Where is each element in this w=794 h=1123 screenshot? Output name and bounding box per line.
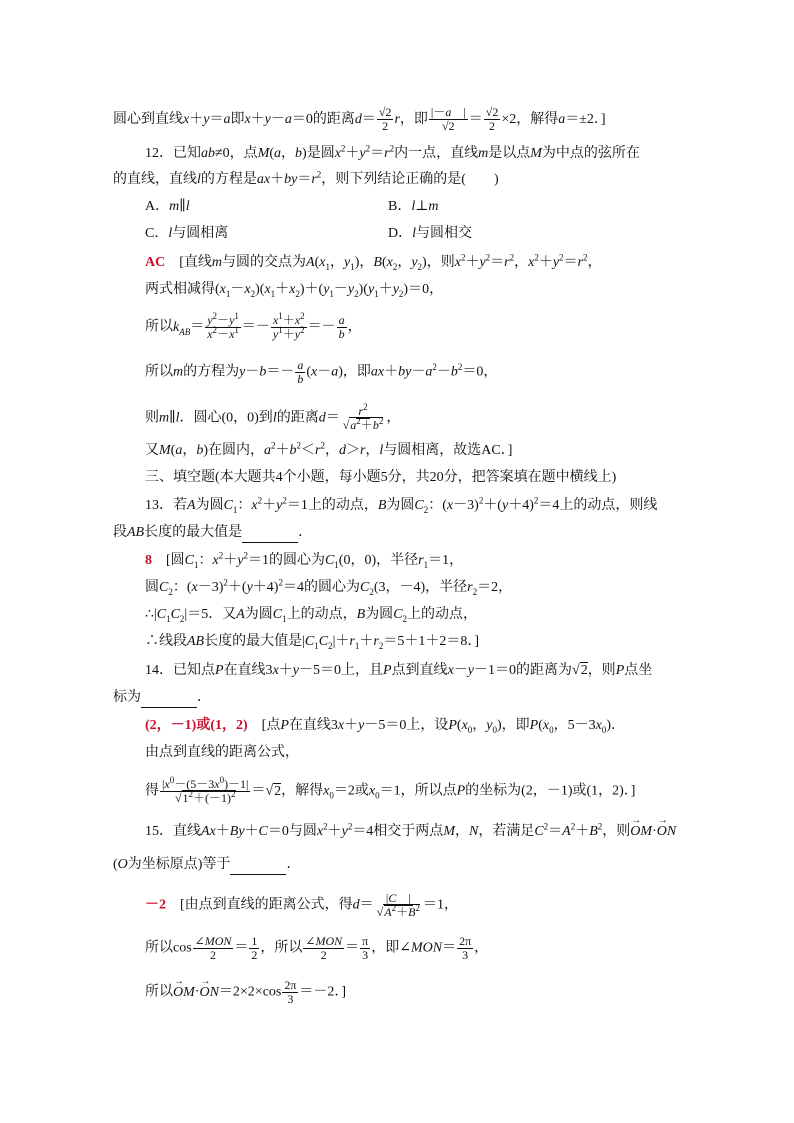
fraction: $\frac{|C |}{√A^2+B^2}$ xyxy=(376,891,420,919)
answer-blank xyxy=(141,693,197,708)
fraction: $\frac{\pi}{3}$ xyxy=(362,934,369,962)
option-c: C．l与圆相离 xyxy=(145,226,229,241)
answer-14: (2，－1)或(1，2) xyxy=(145,718,248,733)
answer-15: －2 xyxy=(145,897,166,913)
fraction: $\frac{y^2-y^1}{x^2-x^1}$ xyxy=(207,311,239,341)
question-12-line-2: 的直线，直线l的方程是$ax+by=r^2$，则下列结论正确的是( ) xyxy=(113,169,499,187)
fraction: $\frac{1}{2}$ xyxy=(251,934,258,962)
fraction: $\frac{|x^0-(5-3x^0)-1|}{√1^2+(-1)^2}$ xyxy=(162,775,249,805)
solution-12-line-2: 两式相减得$(x_1-x_2)(x_1+x_2)+(y_1-y_2)(y_1+y_2)=0$， xyxy=(145,282,444,299)
solution-13-line-4: ∴线段AB长度的最大值是$|C_1C_2|+r_1+r_2=5+1+2=8$．] xyxy=(145,634,479,651)
option-b: B．l⊥m xyxy=(388,199,439,214)
answer-blank xyxy=(230,860,286,875)
fraction: $\frac{√2}{2}$ xyxy=(378,105,392,133)
solution-13-line-1: 8 [圆$C_1$：$x^2+y^2=1$的圆心为$C_1(0$，0)，半径$r_1=1$， xyxy=(145,550,464,570)
fraction: $\frac{\text{∠MON}}{2}$ xyxy=(194,934,232,962)
solution-15-line-3: 所以→ OM·→ ON＝2×2×cos $\frac{2\pi}{3}$ ＝－2．] xyxy=(145,979,346,1006)
question-13-line-2: 段AB长度的最大值是 ． xyxy=(113,523,312,543)
fraction: $\frac{|-a |}{√2}$ xyxy=(430,105,466,133)
option-d: D．l与圆相交 xyxy=(388,226,473,241)
fraction: $\frac{a}{b}$ xyxy=(338,313,345,341)
question-13-line-1: 13．若A为圆$C_1$：$x^2+y^2=1$上的动点，B为圆$C_2$：$(x-3)^2+(y+4)^2=4$上的动点，则线 xyxy=(145,495,658,515)
option-a: A．m∥l xyxy=(145,199,190,214)
fraction: $\frac{\text{∠MON}}{2}$ xyxy=(305,934,343,962)
solution-14-line-3: 得 $\frac{|x^0-(5-3x^0)-1|}{√1^2+(-1)^2}$ ＝√2，解得$x_0=2$或$x_0=1$，所以点P的坐标为(2，－1)或(1，2)．] xyxy=(145,775,636,805)
solution-13-line-2: 圆$C_2$：$(x-3)^2+(y+4)^2=4$的圆心为$C_2(3$，－4)，半径$r_2=2$， xyxy=(145,577,513,597)
solution-14-line-2: 由点到直线的距离公式， xyxy=(145,745,299,760)
question-14-line-2: 标为 ． xyxy=(113,688,211,708)
solution-15-line-2: 所以cos $\frac{\text{∠MON}}{2}$ ＝ $\frac{1}{2}$ ，所以 $\frac{\text{∠MON}}{2}$ ＝ $\frac{\pi}{3}$ ，即∠MON＝ $\frac{2\pi}{3}$ ， xyxy=(145,934,489,962)
solution-12-line-5: 则m∥l．圆心(0，0)到l的距离d＝ $\frac{r^2}{√a^2+b^2}$ ， xyxy=(145,402,401,432)
question-12-line-1: 12．已知ab≠0，点M(a，b)是圆$x^2+y^2=r^2$内一点，直线m是以点M为中点的弦所在 xyxy=(145,143,640,161)
solution-12-line-3: 所以$k_{AB}=$ $\frac{y^2-y^1}{x^2-x^1}$ ＝－ $\frac{x^1+x^2}{y^1+y^2}$ ＝－ $\frac{a}{b}$ ， xyxy=(145,311,362,341)
fraction: $\frac{x^1+x^2}{y^1+y^2}$ xyxy=(272,311,305,341)
answer-12: AC xyxy=(145,255,166,270)
fraction: $\frac{r^2}{√a^2+b^2}$ xyxy=(342,402,384,432)
solution-12-line-6: 又M(a，b)在圆内，$a^2+b^2<r^2$，d＞r，l与圆相离，故选AC．] xyxy=(145,440,513,458)
question-14-line-1: 14．已知点P在直线3x＋y－5＝0上，且P点到直线x－y－1＝0的距离为√2，则P点坐 xyxy=(145,663,653,678)
solution-12-line-4: 所以m的方程为y－b＝－ $\frac{a}{b}$ (x－a)，即$ax+by-a^2-b^2=0$， xyxy=(145,358,498,386)
fraction: $\frac{a}{b}$ xyxy=(297,358,304,386)
fraction: $\frac{2\pi}{3}$ xyxy=(284,978,297,1006)
solution-11-tail xyxy=(113,106,606,133)
question-15-line-1: 15．直线Ax＋By＋C＝0与圆$x^2+y^2=4$相交于两点M，N，若满足$C^2=A^2+B^2$，则→ OM·→ ON xyxy=(145,822,676,842)
fraction: $\frac{√2}{2}$ xyxy=(485,105,499,133)
solution-14-line-1: (2，－1)或(1，2) [点P在直线3x＋y－5＝0上，设$P(x_0$，$y_0$)，即$P(x_0$，$5-3x_0$)． xyxy=(145,718,626,735)
text-line: 圆心到直线x＋y＝a即x＋y－a＝0的距离d＝ $\frac{√2}{2}$ r，即 $\frac{|-a |}{√2}$ ＝ $\frac{√2}{2}$ ×2，解得a＝±2．] xyxy=(113,105,606,133)
answer-blank xyxy=(242,528,298,543)
section-heading-fill-in: 三、填空题(本大题共4个小题，每小题5分，共20分，把答案填在题中横线上) xyxy=(145,470,617,485)
solution-12-line-1: AC [直线m与圆的交点为$A(x_1$，$y_1$)，$B(x_2$，$y_2$)，则$x^2+y^2=r^2$，$x^2+y^2=r^2$， xyxy=(145,252,602,272)
solution-15-line-1: －2 [由点到直线的距离公式，得d＝ $\frac{|C |}{√A^2+B^2}$ ＝1， xyxy=(145,891,458,919)
solution-13-line-3: $\therefore|C_1C_2|=5$．又A为圆$C_1$上的动点，B为圆$C_2$上的动点， xyxy=(145,607,478,624)
fraction: $\frac{2\pi}{3}$ xyxy=(459,934,472,962)
answer-13: 8 xyxy=(145,553,152,568)
question-15-line-2: (O为坐标原点)等于 ． xyxy=(113,855,300,875)
